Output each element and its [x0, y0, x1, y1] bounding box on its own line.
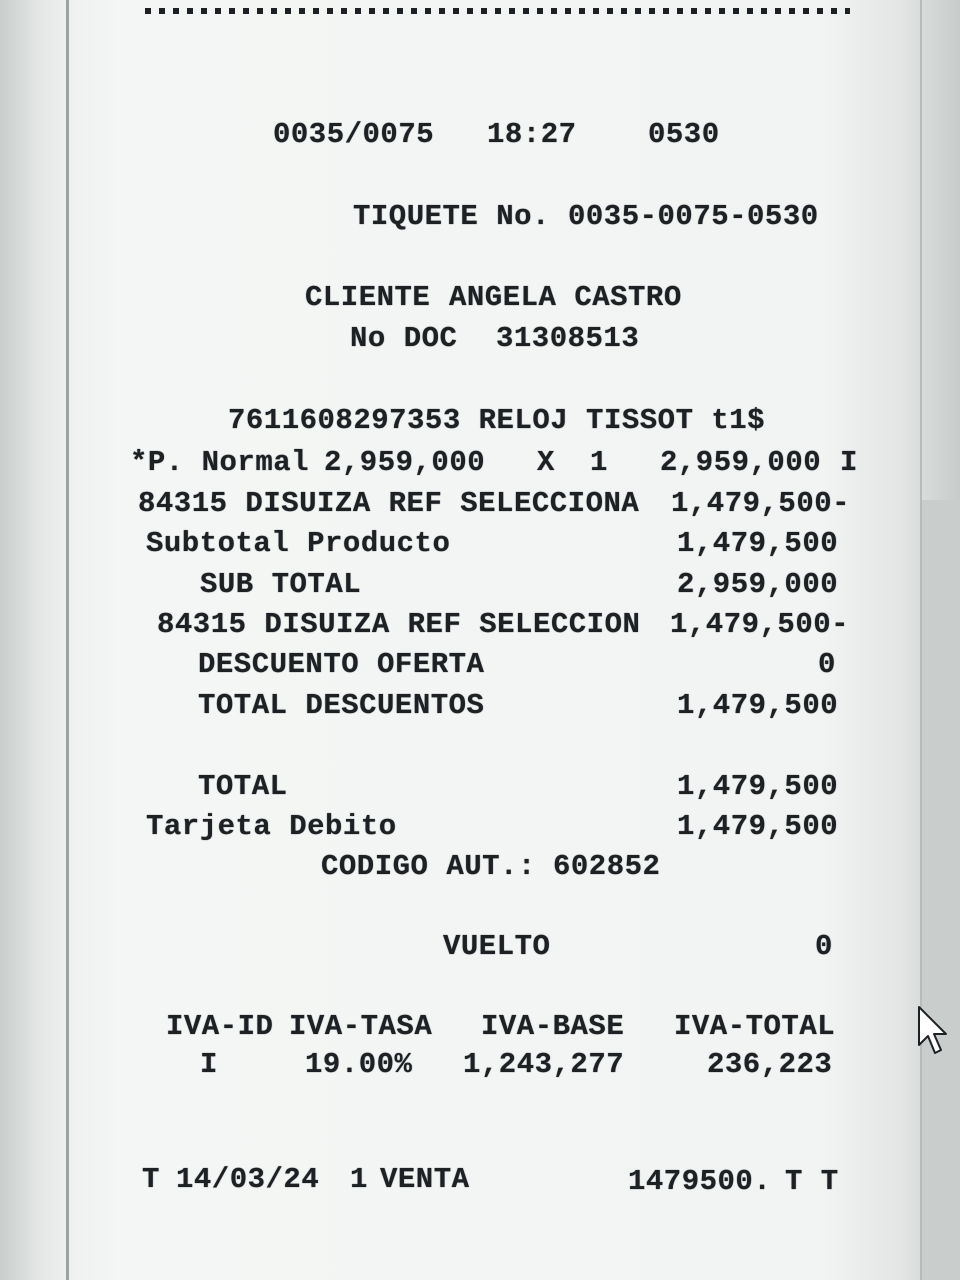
- client-name: ANGELA CASTRO: [449, 281, 682, 314]
- price-label: *P. Normal: [130, 446, 310, 479]
- offer-discount-label: DESCUENTO OFERTA: [198, 648, 485, 681]
- doc-label: No DOC: [350, 322, 458, 355]
- payment-amount: 1,479,500: [677, 810, 839, 843]
- iva-row-rate: 19.00%: [305, 1048, 413, 1081]
- footer-prefix: T: [142, 1163, 160, 1196]
- offer-discount-value: 0: [818, 648, 836, 681]
- receipt-time: 18:27: [487, 118, 577, 151]
- iva-header-base: IVA-BASE: [481, 1010, 625, 1043]
- payment-method: Tarjeta Debito: [146, 810, 397, 843]
- unit-price: 2,959,000: [324, 446, 486, 479]
- discount-line-2-value: 1,479,500-: [670, 608, 850, 641]
- discount-line-value: 1,479,500-: [671, 487, 851, 520]
- discount-line-2-label: 84315 DISUIZA REF SELECCION: [157, 608, 641, 641]
- subtotal-product-label: Subtotal Producto: [146, 527, 451, 560]
- ticket-number: 0035-0075-0530: [568, 200, 819, 233]
- client-label: CLIENTE: [305, 281, 431, 314]
- footer-type: VENTA: [380, 1163, 470, 1196]
- iva-row-base: 1,243,277: [463, 1048, 625, 1081]
- receipt-sequence: 0530: [648, 118, 720, 151]
- footer-count: 1: [350, 1163, 368, 1196]
- subtotal-label: SUB TOTAL: [200, 568, 362, 601]
- subtotal-product-value: 1,479,500: [677, 527, 839, 560]
- tax-flag: I: [840, 446, 858, 479]
- footer-date: 14/03/24: [176, 1163, 320, 1196]
- change-value: 0: [815, 930, 833, 963]
- iva-header-rate: IVA-TASA: [289, 1010, 433, 1043]
- register-code: 0035/0075: [273, 118, 435, 151]
- total-discounts-value: 1,479,500: [677, 689, 839, 722]
- product-line: 7611608297353 RELOJ TISSOT t1$: [228, 404, 766, 437]
- receipt-separator: [145, 8, 850, 14]
- subtotal-value: 2,959,000: [677, 568, 839, 601]
- quantity: 1: [590, 446, 608, 479]
- auth-code: 602852: [553, 850, 661, 883]
- qty-symbol: X: [537, 446, 555, 479]
- change-label: VUELTO: [443, 930, 551, 963]
- doc-number: 31308513: [496, 322, 640, 355]
- line-total: 2,959,000: [660, 446, 822, 479]
- ticket-label: TIQUETE No.: [353, 200, 550, 233]
- total-discounts-label: TOTAL DESCUENTOS: [198, 689, 485, 722]
- screen-left-border: [66, 0, 69, 1280]
- mouse-pointer-icon: [917, 1005, 949, 1057]
- auth-label: CODIGO AUT.:: [321, 850, 536, 883]
- iva-row-id: I: [200, 1048, 218, 1081]
- discount-line-label: 84315 DISUIZA REF SELECCIONA: [138, 487, 640, 520]
- footer-amount: 1479500.: [628, 1165, 772, 1198]
- footer-flags: T T: [785, 1165, 839, 1198]
- iva-row-total: 236,223: [707, 1048, 833, 1081]
- iva-header-total: IVA-TOTAL: [674, 1010, 836, 1043]
- iva-header-id: IVA-ID: [166, 1010, 274, 1043]
- total-label: TOTAL: [198, 770, 288, 803]
- total-value: 1,479,500: [677, 770, 839, 803]
- scrollbar[interactable]: [922, 500, 960, 1280]
